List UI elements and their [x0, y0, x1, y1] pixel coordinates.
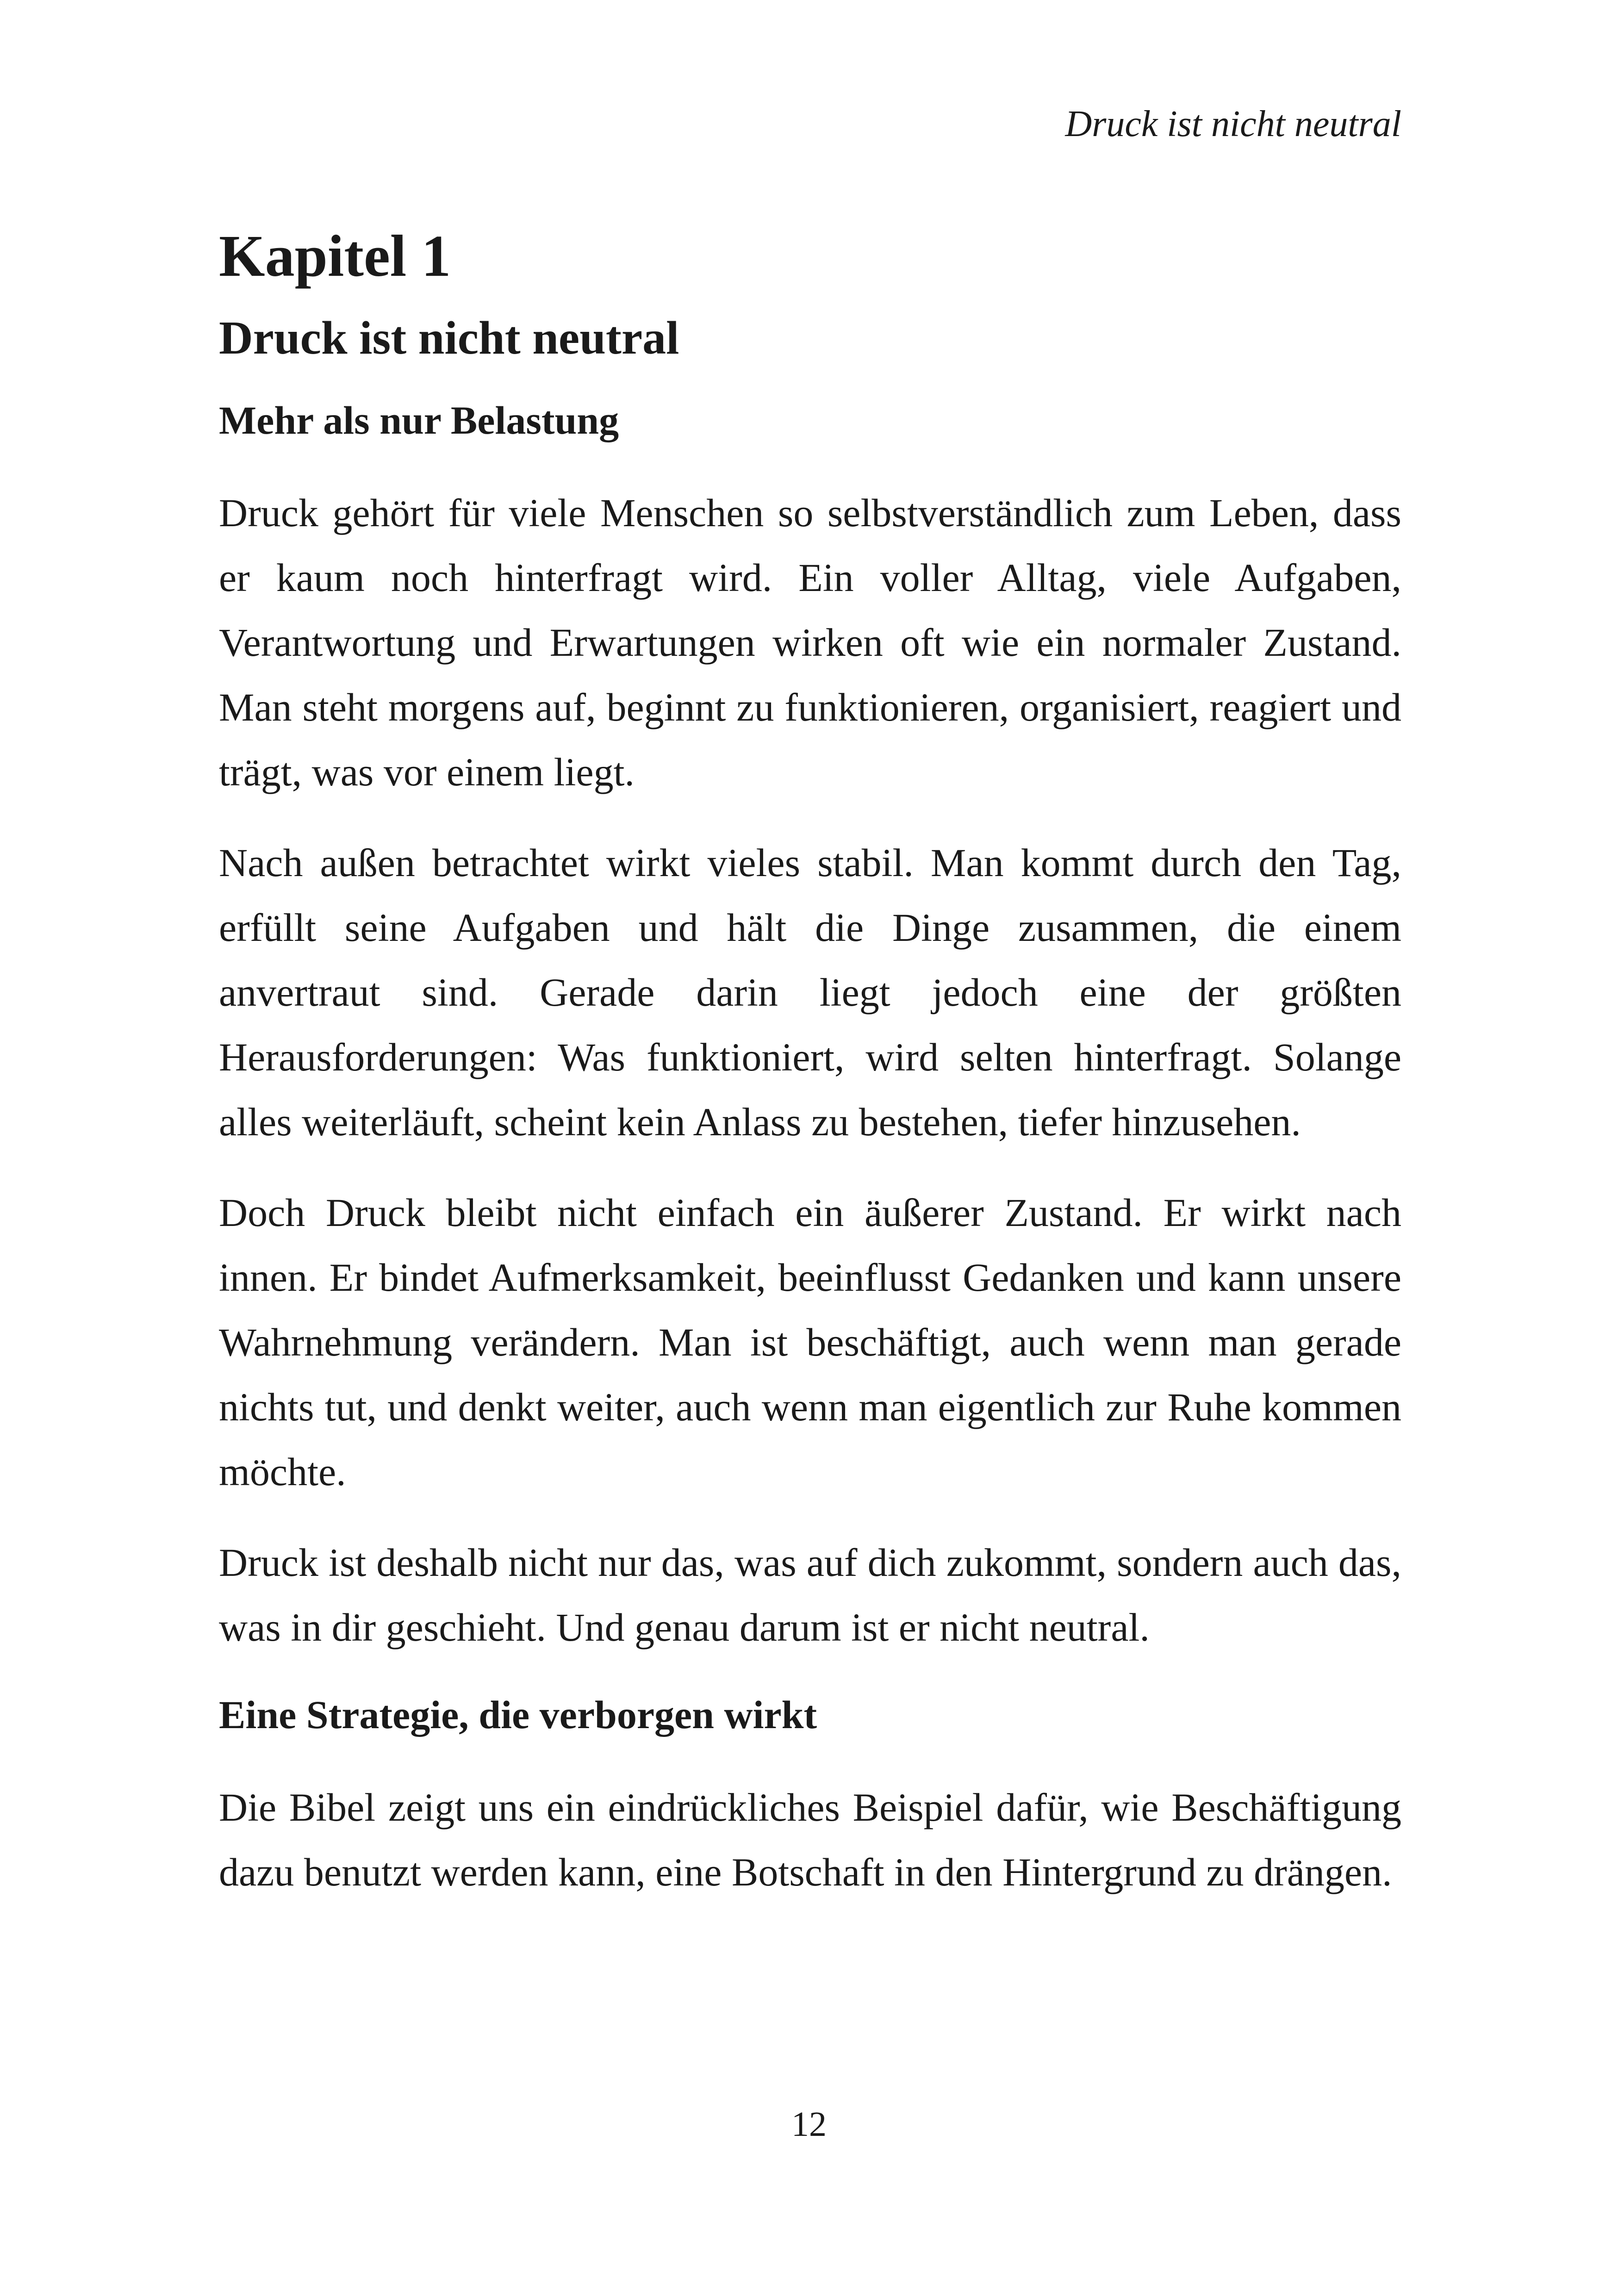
page-content — [219, 222, 1401, 1904]
chapter-label: Kapitel 1 — [219, 223, 451, 289]
paragraph: Die Bibel zeigt uns ein eindrückliches Beispiel dafür, wie Beschäftigung dazu benutzt werden kann, eine Botschaft in den Hintergrund zu drängen. — [219, 1785, 1401, 1895]
section-heading: Eine Strategie, die verborgen wirkt — [219, 1692, 817, 1737]
running-header: Druck ist nicht neutral — [1065, 104, 1401, 144]
paragraph: Doch Druck bleibt nicht einfach ein äußerer Zustand. Er wirkt nach innen. Er bindet Aufmerksamkeit, beeinflusst Gedanken und kann unsere Wahrnehmung verändern. Man ist beschäftigt, auch wenn man gerade nichts tut, und denkt weiter, auch wenn man eigentlich zur Ruhe kommen möchte. — [219, 1190, 1401, 1494]
page-number: 12 — [791, 2105, 827, 2144]
section-heading: Mehr als nur Belastung — [219, 398, 619, 443]
paragraph: Nach außen betrachtet wirkt vieles stabil. Man kommt durch den Tag, erfüllt seine Aufgaben und hält die Dinge zusammen, die einem anvertraut sind. Gerade darin liegt jedoch eine der größten Herausforderungen: Was funktioniert, wird selten hinterfragt. Solange alles weiterläuft, scheint kein Anlass zu bestehen, tiefer hinzusehen. — [219, 840, 1401, 1145]
chapter-title: Druck ist nicht neutral — [219, 312, 679, 365]
paragraph: Druck ist deshalb nicht nur das, was auf dich zukommt, sondern auch das, was in dir geschieht. Und genau darum ist er nicht neutral. — [219, 1540, 1401, 1650]
paragraph: Druck gehört für viele Menschen so selbstverständlich zum Leben, dass er kaum noch hinterfragt wird. Ein voller Alltag, viele Aufgaben, Verantwortung und Erwartungen wirken oft wie ein normaler Zustand. Man steht morgens auf, beginnt zu funktionieren, organisiert, reagiert und trägt, was vor einem liegt. — [219, 491, 1401, 795]
